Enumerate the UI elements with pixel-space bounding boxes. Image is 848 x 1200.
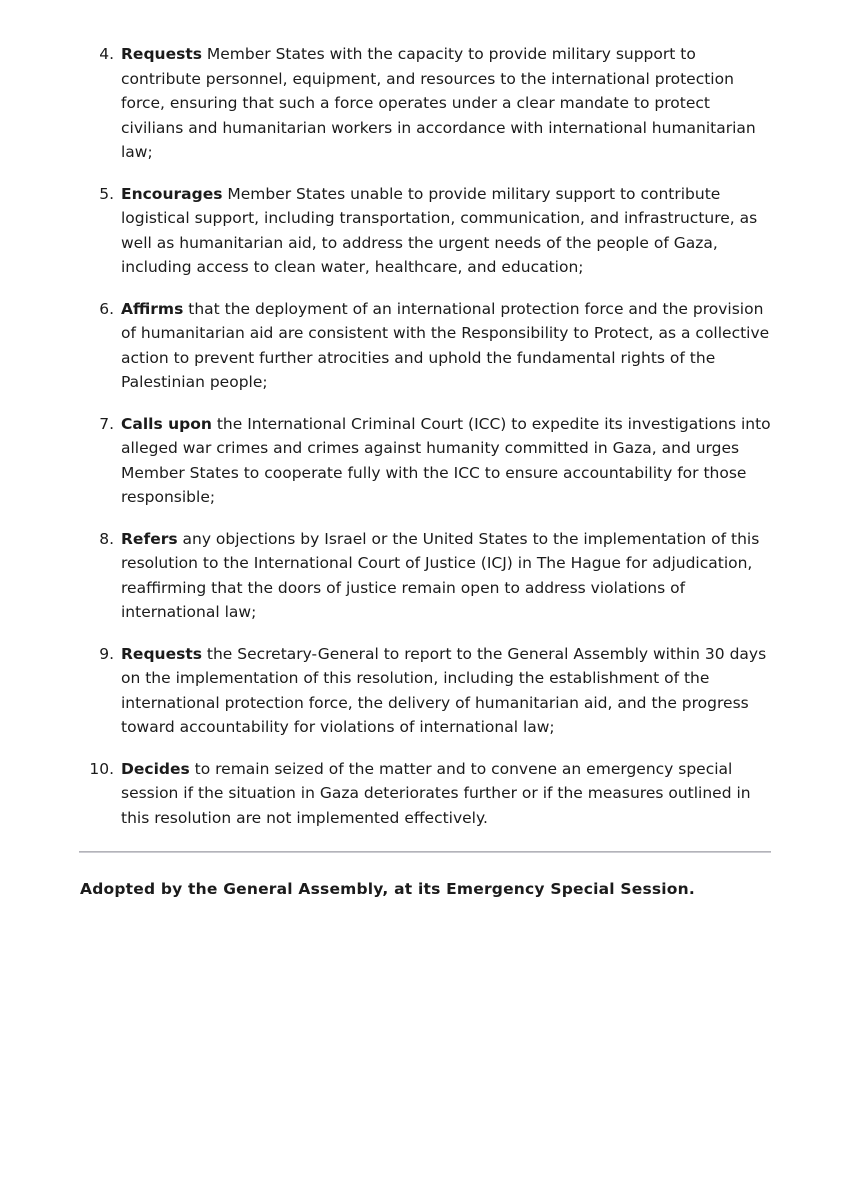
clause-lead-word: Requests [121,644,202,663]
clause-body: Member States with the capacity to provide military support to contribute personnel, equipment, and resources to the international protection force, ensuring that such a force operates under a clear mandate to protect civilians and humanitarian workers in accordance with international humanitarian law; [121,45,756,161]
clause-body: any objections by Israel or the United States to the implementation of this resolution to the International Court of Justice (ICJ) in The Hague for adjudication, reaffirming that the doors of justice remain open to address violations of international law; [121,529,760,621]
clause-lead-word: Encourages [121,184,223,203]
clause-number: 9. [99,644,114,663]
list-item-clause-4 [80,42,772,165]
resolution-clause-list [80,42,772,830]
clause-lead-word: Decides [121,759,190,778]
list-item-clause-8 [80,527,772,625]
clause-lead-word: Refers [121,529,178,548]
clause-lead-word: Affirms [121,299,184,318]
section-divider [79,851,771,853]
list-item-clause-7 [80,412,772,510]
list-item-clause-6 [80,297,772,395]
clause-lead-word: Requests [121,45,202,63]
clause-lead-word: Calls upon [121,414,212,433]
list-item-clause-10 [80,757,772,831]
clause-body: to remain seized of the matter and to convene an emergency special session if the situation in Gaza deteriorates further or if the measures outlined in this resolution are not implemented effectively. [121,759,751,827]
clause-text [121,182,772,280]
clause-body: the Secretary-General to report to the General Assembly within 30 days on the implementation of this resolution, including the establishment of the international protection force, the delivery of humanitarian aid, and the progress toward accountability for violations of international law; [121,644,767,736]
clause-text [121,527,772,625]
clause-number: 6. [99,299,114,318]
clause-text [121,642,772,740]
clause-text [121,42,772,165]
clause-body: the International Criminal Court (ICC) to expedite its investigations into alleged war crimes and crimes against humanity committed in Gaza, and urges Member States to cooperate fully with the ICC to ensure accountability for those responsible; [121,414,771,506]
adoption-note: Adopted by the General Assembly, at its Emergency Special Session. [80,880,695,898]
clause-number: 10. [89,759,114,778]
clause-body: Member States unable to provide military support to contribute logistical support, including transportation, communication, and infrastructure, as well as humanitarian aid, to address the urgent needs of the people of Gaza, including access to clean water, healthcare, and education; [121,184,758,276]
clause-body: that the deployment of an international protection force and the provision of humanitarian aid are consistent with the Responsibility to Protect, as a collective action to prevent further atrocities and uphold the fundamental rights of the Palestinian people; [121,299,770,391]
clause-number: 7. [99,414,114,433]
list-item-clause-5 [80,182,772,280]
clause-text [121,297,772,395]
clause-number: 4. [99,45,114,63]
list-item-clause-9 [80,642,772,740]
clause-number: 8. [99,529,114,548]
clause-text [121,757,772,831]
clause-text [121,412,772,510]
clause-number: 5. [99,184,114,203]
